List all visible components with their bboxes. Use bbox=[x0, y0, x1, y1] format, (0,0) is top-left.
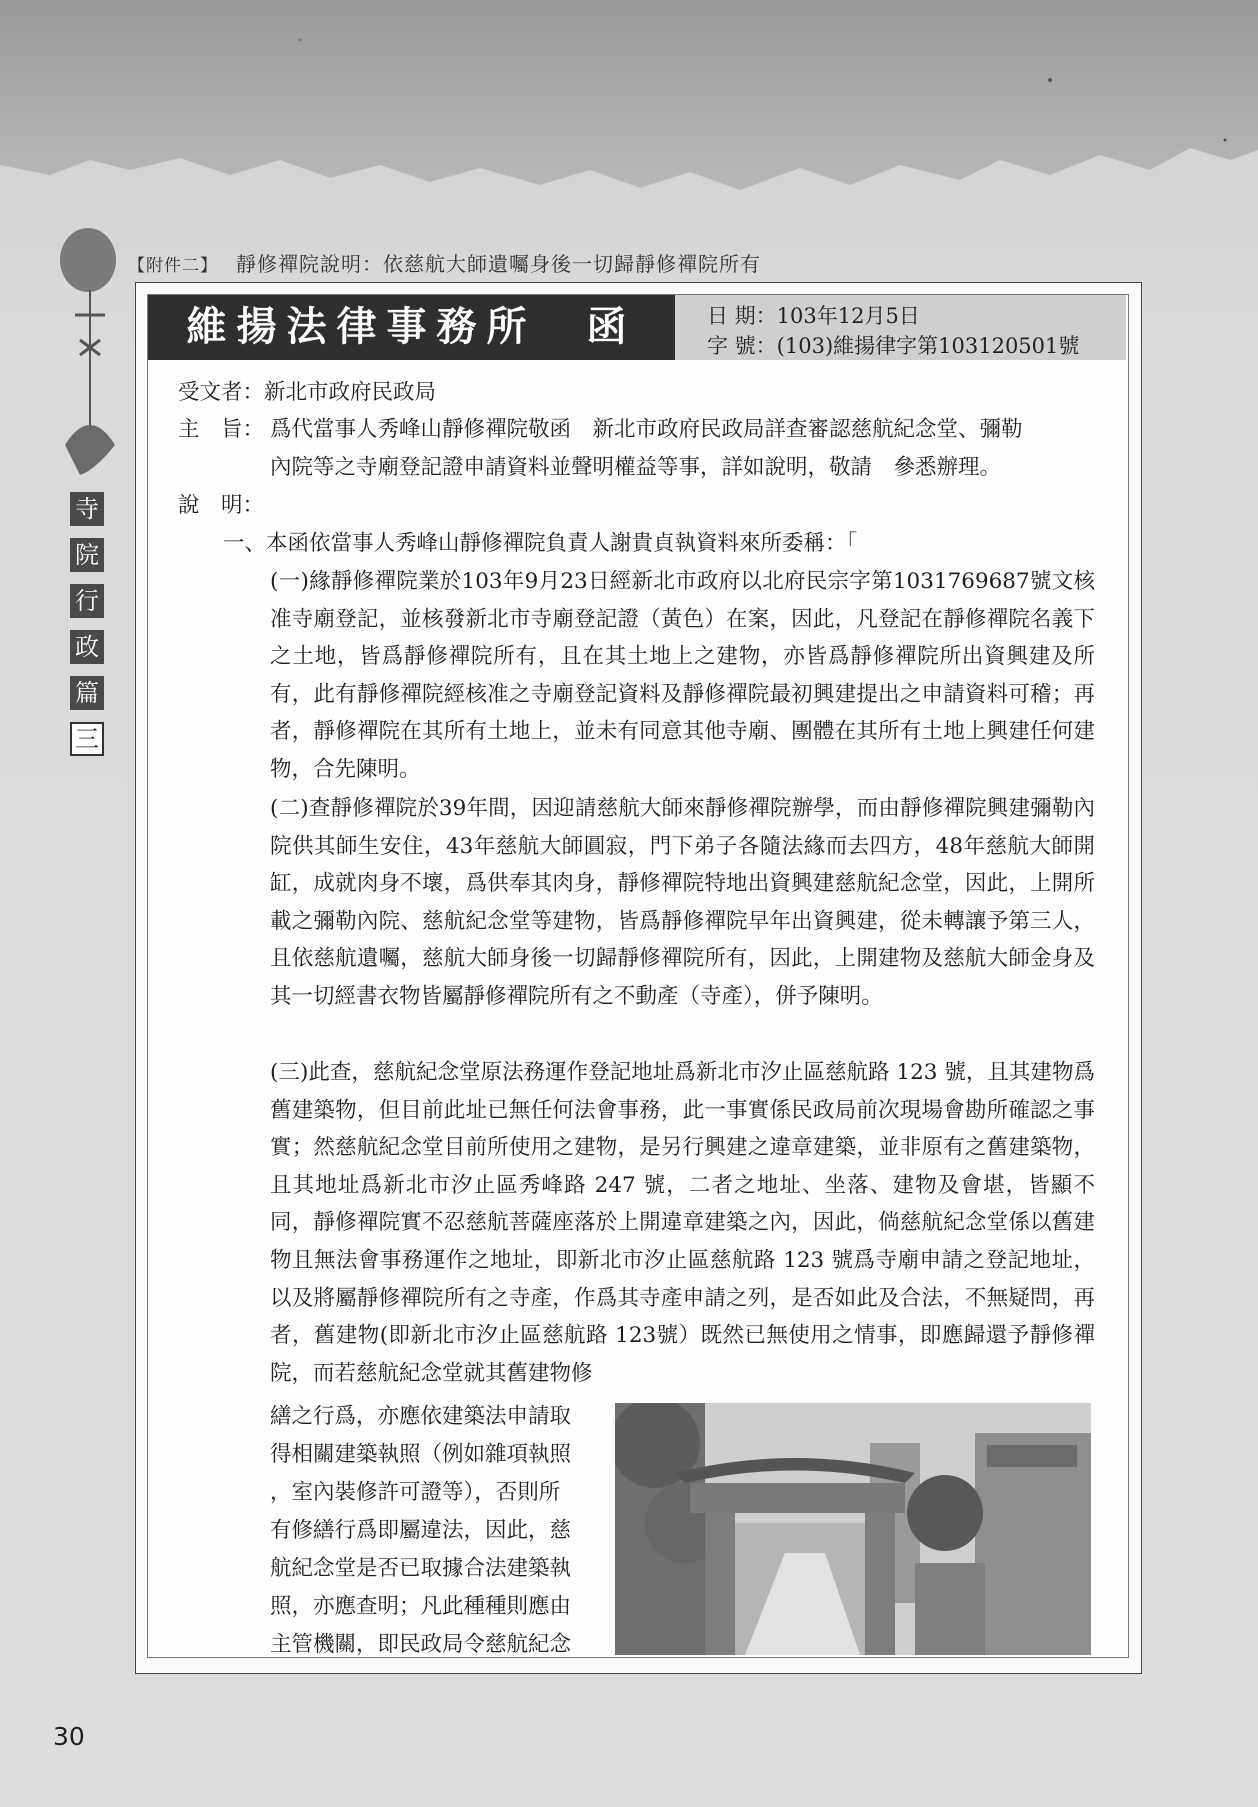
side-title-char: 寺 bbox=[70, 492, 104, 526]
continuation-line: 有修繕行爲即屬違法，因此，慈 bbox=[270, 1518, 572, 1543]
explanation-sub-3: (三)此查，慈航紀念堂原法務運作登記地址爲新北市汐止區慈航路 123 號，且其建物爲舊建築物，但目前此址已無任何法會事務，此一事實係民政局前次現場會勘所確認之事實；然慈航紀念堂目前所使用之建物，是另行興建之違章建築，並非原有之舊建築物，且其地址爲新北市汐止區秀峰路 247 號，二者之地址、坐落、建物及會堪，皆顯不同，靜修禪院實不忍慈航菩薩座落於上開違章建築之內，因此，倘慈航紀念堂係以舊建物且無法會事務運作之地址，即新北市汐止區慈航路 123 號爲寺廟申請之登記地址，以及將屬靜修禪院所有之寺產，作爲其寺產申請之列，是否如此及合法，不無疑問，再者，舊建物(即新北市汐止區慈航路 123號）既然已無使用之情事，即應歸還予靜修禪院，而若慈航紀念堂就其舊建物修 bbox=[270, 1060, 1095, 1386]
explanation-sub-1: (一)緣靜修禪院業於103年9月23日經新北市政府以北府民宗字第1031769687號文核准寺廟登記，並核發新北市寺廟登記證（黃色）在案，因此，凡登記在靜修禪院名義下之土地，皆爲靜修禪院所有，且在其土地上之建物，亦皆爲靜修禪院所出資興建及所有，此有靜修禪院經核准之寺廟登記資料及靜修禪院最初興建提出之申請資料可稽；再者，靜修禪院在其所有土地上，並未有同意其他寺廟、團體在其所有土地上興建任何建物，合先陳明。 bbox=[270, 569, 1095, 782]
subject-label: 主 旨： bbox=[178, 417, 265, 442]
continuation-line: 繕之行爲，亦應依建築法申請取 bbox=[270, 1404, 572, 1429]
top-grunge-banner bbox=[0, 0, 1258, 215]
side-title-char: 政 bbox=[70, 630, 104, 664]
continuation-line: ，室內裝修許可證等），否則所 bbox=[270, 1480, 561, 1505]
side-title-char: 篇 bbox=[70, 676, 104, 710]
explanation-label: 說 明： bbox=[178, 493, 265, 518]
side-title-char: 院 bbox=[70, 538, 104, 572]
explanation-sub-2: (二)查靜修禪院於39年間，因迎請慈航大師來靜修禪院辦學，而由靜修禪院興建彌勒內院供其師生安住，43年慈航大師圓寂，門下弟子各隨法緣而去四方，48年慈航大師開缸，成就肉身不壞，爲供奉其肉身，靜修禪院特地出資興建慈航紀念堂，因此，上開所載之彌勒內院、慈航紀念堂等建物，皆爲靜修禪院早年出資興建，從未轉讓予第三人，且依慈航遺囑，慈航大師身後一切歸靜修禪院所有，因此，上開建物及慈航大師金身及其一切經書衣物皆屬靜修禪院所有之不動產（寺產），併予陳明。 bbox=[270, 796, 1095, 1009]
letter-number: 字 號：(103)維揚律字第103120501號 bbox=[707, 334, 1080, 358]
page-number: 30 bbox=[53, 1722, 85, 1751]
continuation-line: 照，亦應查明；凡此種種則應由 bbox=[270, 1594, 572, 1619]
temple-gate-photo bbox=[615, 1403, 1091, 1655]
letter-recipient: 受文者：新北市政府民政局 bbox=[178, 380, 437, 405]
subject-line-2: 內院等之寺廟登記證申請資料並聲明權益等事，詳如說明，敬請 參悉辦理。 bbox=[270, 455, 1002, 480]
ornament-icon bbox=[50, 215, 130, 495]
side-title-char: 行 bbox=[70, 584, 104, 618]
continuation-line: 航紀念堂是否已取據合法建築執 bbox=[270, 1556, 572, 1581]
attachment-tag: 【附件二】 bbox=[128, 256, 218, 276]
attachment-caption bbox=[128, 248, 761, 277]
attachment-caption-text: 靜修禪院說明：依慈航大師遺囑身後一切歸靜修禪院所有 bbox=[236, 252, 761, 276]
side-title-char: 三 bbox=[70, 722, 104, 756]
letter-meta bbox=[675, 295, 1126, 360]
explanation-item-1: 一、本函依當事人秀峰山靜修禪院負責人謝貴貞執資料來所委稱：「 bbox=[223, 531, 858, 556]
continuation-line: 主管機關，即民政局令慈航紀念 bbox=[270, 1632, 572, 1657]
letter-date: 日 期：103年12月5日 bbox=[707, 304, 920, 328]
side-section-title bbox=[70, 492, 106, 768]
subject-line-1: 爲代當事人秀峰山靜修禪院敬函 新北市政府民政局詳查審認慈航紀念堂、彌勒 bbox=[270, 417, 1023, 442]
continuation-line: 得相關建築執照（例如雜項執照 bbox=[270, 1442, 572, 1467]
letter-title: 維揚法律事務所 函 bbox=[148, 295, 675, 360]
